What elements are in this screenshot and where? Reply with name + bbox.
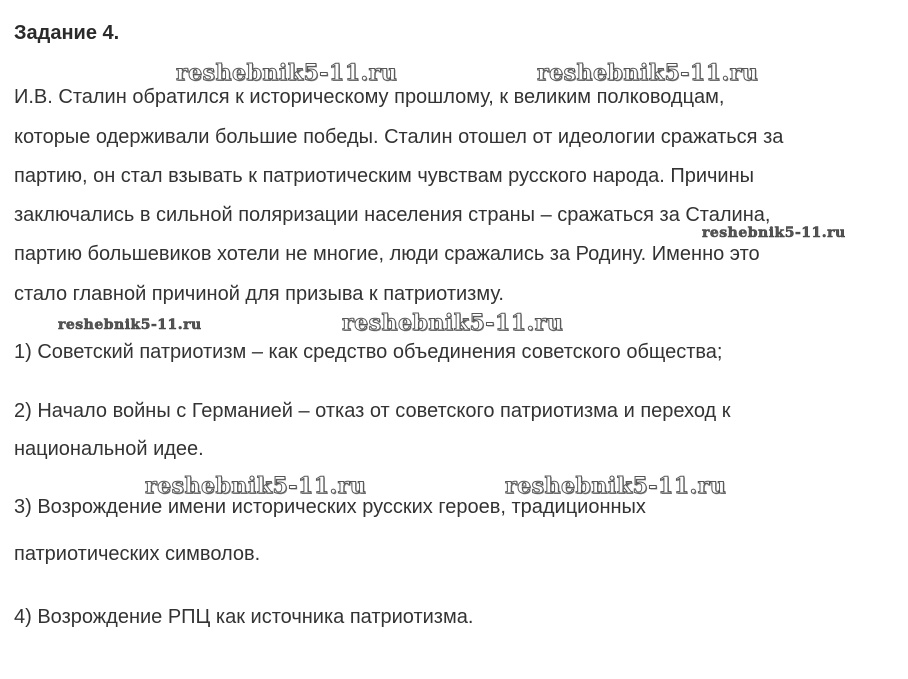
task-title: Задание 4.: [14, 22, 120, 44]
paragraph-line: партию большевиков хотели не многие, люди сражались за Родину. Именно это: [14, 243, 760, 265]
list-item-2: 2) Начало войны с Германией – отказ от советского патриотизма и переход к: [14, 400, 731, 422]
paragraph-line: И.В. Сталин обратился к историческому прошлому, к великим полководцам,: [14, 86, 725, 108]
list-item-1: 1) Советский патриотизм – как средство объединения советского общества;: [14, 341, 723, 363]
list-item-4: 4) Возрождение РПЦ как источника патриотизма.: [14, 606, 474, 628]
watermark: reshebnik5-11.ru: [58, 317, 202, 333]
paragraph-line: партию, он стал взывать к патриотическим чувствам русского народа. Причины: [14, 165, 754, 187]
watermark: reshebnik5-11.ru: [537, 60, 759, 86]
watermark: reshebnik5-11.ru: [505, 473, 727, 499]
paragraph-line: которые одерживали большие победы. Сталин отошел от идеологии сражаться за: [14, 126, 784, 148]
watermark: reshebnik5-11.ru: [342, 310, 564, 336]
paragraph-line: заключались в сильной поляризации населения страны – сражаться за Сталина,: [14, 204, 771, 226]
list-item-3-cont: патриотических символов.: [14, 543, 261, 565]
watermark: reshebnik5-11.ru: [176, 60, 398, 86]
watermark: reshebnik5-11.ru: [145, 473, 367, 499]
list-item-3: 3) Возрождение имени исторических русских героев, традиционных: [14, 496, 646, 518]
paragraph-line: стало главной причиной для призыва к патриотизму.: [14, 283, 504, 305]
watermark: reshebnik5-11.ru: [702, 225, 846, 241]
list-item-2-cont: национальной идее.: [14, 438, 204, 460]
